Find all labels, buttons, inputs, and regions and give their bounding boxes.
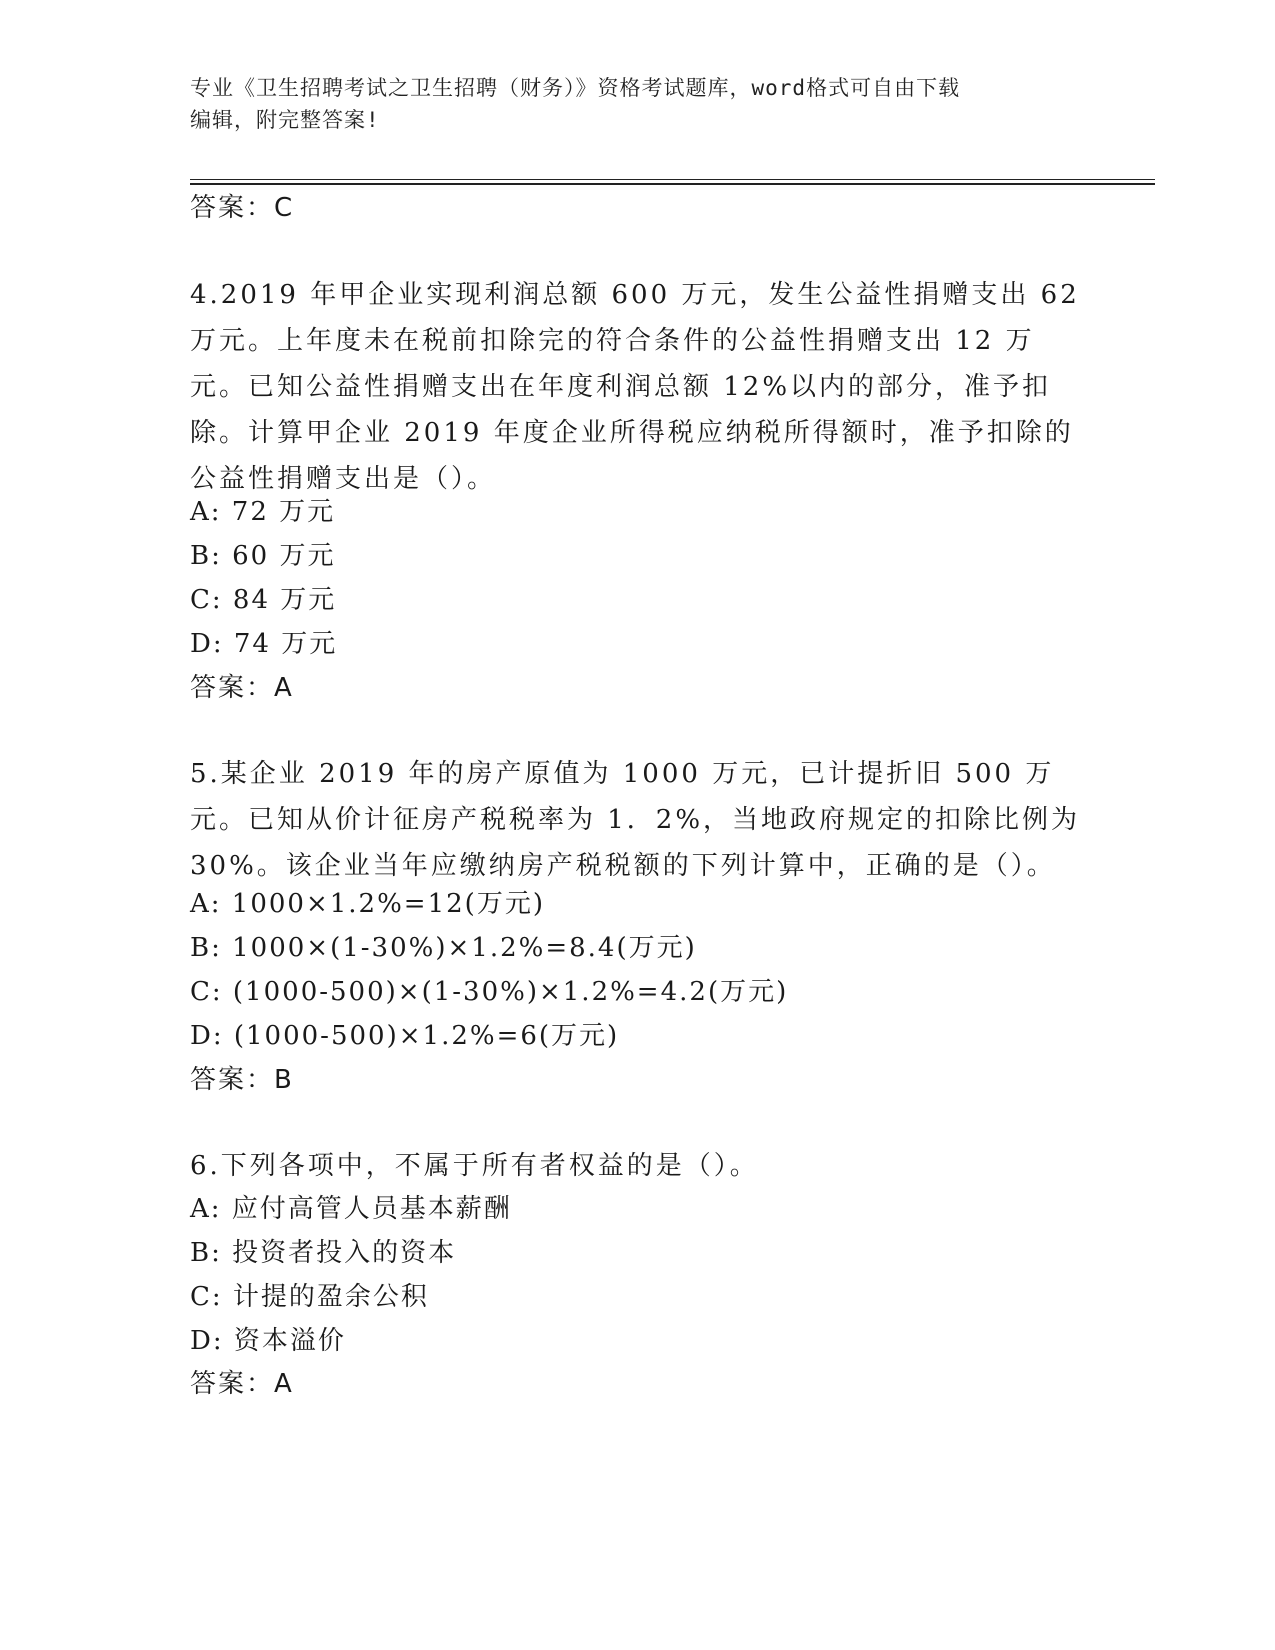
question-5-option-a: A: 1000×1.2%=12(万元) — [190, 889, 545, 919]
question-6-option-d: D: 资本溢价 — [190, 1326, 346, 1356]
question-5-option-d: D: (1000-500)×1.2%=6(万元) — [190, 1021, 620, 1051]
question-4-option-d: D: 74 万元 — [190, 629, 338, 659]
header-divider-thin — [190, 179, 1155, 180]
header-title-line-2: 编辑，附完整答案! — [190, 108, 380, 132]
question-4-text: 4.2019 年甲企业实现利润总额 600 万元，发生公益性捐赠支出 62 万元。上年度未在税前扣除完的符合条件的公益性捐赠支出 12 万元。已知公益性捐赠支出在年度利润总额 12%以内的部分，准予扣除。计算甲企业 2019 年度企业所得税应纳税所得额时，准予扣除的公益性捐赠支出是（）。 — [190, 280, 1080, 494]
question-5-option-b: B: 1000×(1-30%)×1.2%=8.4(万元) — [190, 933, 697, 963]
question-5-answer: 答案：B — [190, 1065, 294, 1095]
question-6-text: 6.下列各项中，不属于所有者权益的是（）。 — [190, 1151, 759, 1181]
question-4-answer: 答案：A — [190, 673, 294, 703]
question-4-option-a: A: 72 万元 — [190, 497, 336, 527]
question-6-option-a: A: 应付高管人员基本薪酬 — [190, 1194, 512, 1224]
header-title-line-1: 专业《卫生招聘考试之卫生招聘（财务）》资格考试题库，word格式可自由下载 — [190, 76, 961, 100]
previous-answer: 答案：C — [190, 193, 295, 223]
question-6-option-b: B: 投资者投入的资本 — [190, 1238, 457, 1268]
question-6-option-c: C: 计提的盈余公积 — [190, 1282, 429, 1312]
question-5-text: 5.某企业 2019 年的房产原值为 1000 万元，已计提折旧 500 万元。已知从价计征房产税税率为 1．2%，当地政府规定的扣除比例为 30%。该企业当年应缴纳房产税税额的下列计算中，正确的是（）。 — [190, 759, 1081, 881]
page-header — [190, 72, 1090, 136]
question-5-option-c: C: (1000-500)×(1-30%)×1.2%=4.2(万元) — [190, 977, 789, 1007]
question-6-answer: 答案：A — [190, 1369, 294, 1399]
header-divider-thick — [190, 183, 1155, 185]
question-4-option-c: C: 84 万元 — [190, 585, 337, 615]
question-4-option-b: B: 60 万元 — [190, 541, 336, 571]
